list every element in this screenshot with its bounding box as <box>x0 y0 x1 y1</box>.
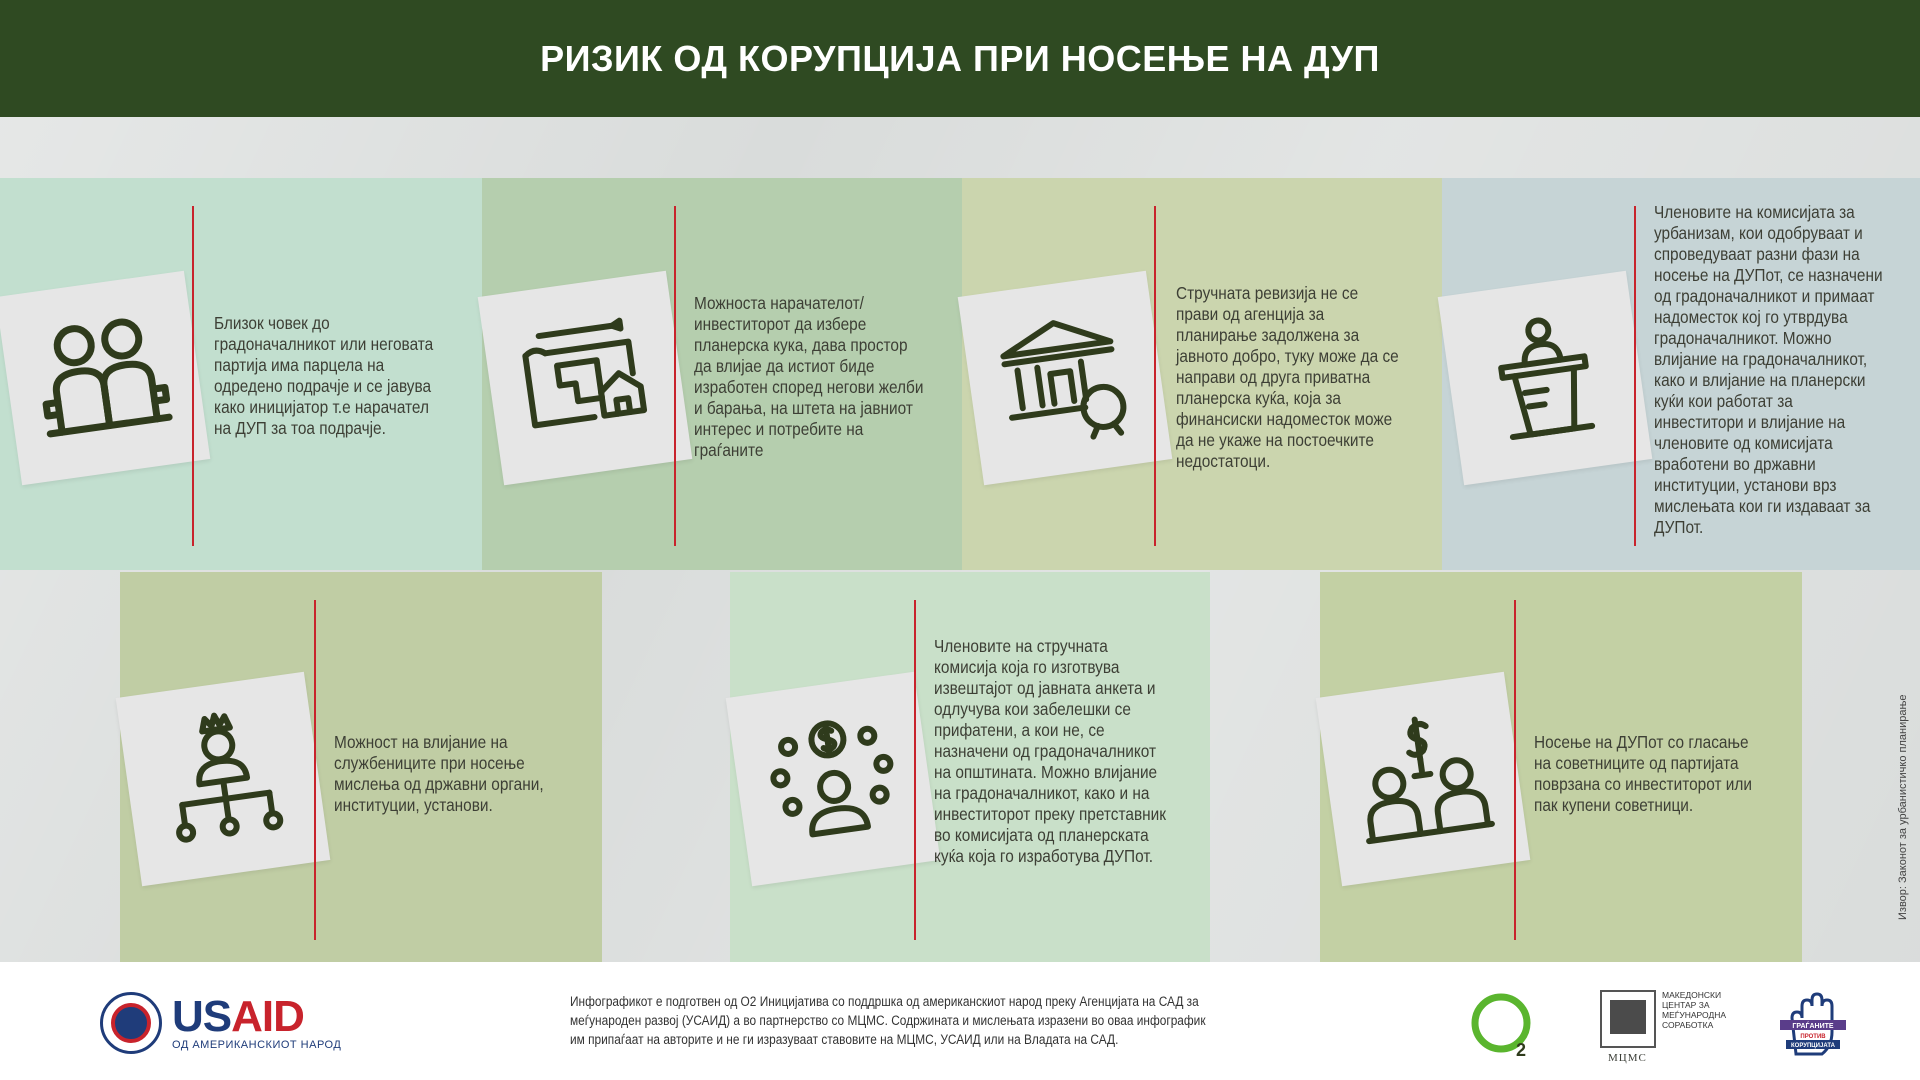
footer <box>0 962 1920 1080</box>
risk-card-4 <box>1442 178 1920 570</box>
podium-speaker-icon <box>1438 271 1653 486</box>
mcms-abbr: МЦМС <box>1608 1052 1647 1064</box>
o2-subscript: 2 <box>1516 1040 1527 1060</box>
card-5-text: Можност на влијание на службениците при носење мислења од државни органи, институции, установи. <box>334 732 544 815</box>
person-money-icon <box>726 672 941 887</box>
usaid-subtitle: ОД АМЕРИКАНСКИОТ НАРОД <box>172 1039 342 1051</box>
hand-text-bot: КОРУПЦИЈАТА <box>1791 1043 1835 1049</box>
citizens-against-corruption-logo <box>1778 984 1848 1063</box>
bribe-handshake-icon <box>1316 672 1531 887</box>
card-6-text: Членовите на стручната комисија која го изготвува извештајот од јавната анкета и одлучува кои забелешки се прифатени, а кои не, се назначени од градоначалникот на општината. Можно влијание на градоначалникот, како и на инвеститорот преку претставник во комисијата од планерската куќа која го изработува ДУПот. <box>934 636 1166 866</box>
o2-logo <box>1468 990 1538 1065</box>
risk-card-6 <box>730 572 1210 962</box>
risk-card-1 <box>0 178 482 570</box>
card-3-text: Стручната ревизија не се прави од агенција за планирање задолжена за јавното добро, туку може да се направи од друга приватна планерска куќа, која за финансиски надоместок може да не укаже на постоечките недостатоци. <box>1176 283 1399 471</box>
card-7-text: Носење на ДУПот со гласање на советниците од партијата поврзана со инвеститорот или пак купени советници. <box>1534 732 1752 815</box>
card-4-text: Членовите на комисијата за урбанизам, кои одобруваат и спроведуваат разни фази на носење на ДУПот, се назначени од градоначалникот и примаат надоместок кој го утврдува градоначалникот. Можно влијание на градоначалникот, како и влијание на планерски куќи кои работат за инвеститори и влијание на членовите од комисијата вработени во државни институции, установи врз мислењата кои ги издаваат за ДУПот. <box>1654 202 1883 537</box>
risk-card-5 <box>120 572 602 962</box>
institution-seal-icon <box>958 271 1173 486</box>
card-2-text: Можноста нарачателот/инвеститорот да избере планерска кука, дава простор да влијае да истиот биде изработен според негови желби и барања, на штета на јавниот интерес и потребите на граѓаните <box>694 293 924 460</box>
source-note: Извор: Законот за урбанистичко планирање <box>1897 694 1909 920</box>
mcms-logo <box>1600 990 1727 1064</box>
king-hierarchy-icon <box>116 672 331 887</box>
footer-disclaimer: Инфографикот е подготвен од О2 Иницијатива со поддршка од американскиот народ преку Агенцијата на САД за меѓународен развој (УСАИД) а во партнерство со МЦМС. Содржината и мислењата изразени во оваа инфографик им припаѓаат на авторите и не ги изразуваат ставовите на МЦМС, УСАИД или на Владата на САД. <box>570 994 1206 1047</box>
risk-card-2 <box>482 178 962 570</box>
house-plan-icon <box>478 271 693 486</box>
mcms-label: МАКЕДОНСКИ ЦЕНТАР ЗА МЕЃУНАРОДНА СОРАБОТКА <box>1662 990 1727 1030</box>
risk-card-7 <box>1320 572 1802 962</box>
hand-text-top: ГРАЃАНИТЕ <box>1792 1023 1834 1030</box>
header-bar <box>0 0 1920 117</box>
hand-text-mid: ПРОТИВ <box>1800 1034 1826 1040</box>
usaid-seal-icon <box>100 992 162 1054</box>
card-1-text: Близок човек до градоначалникот или неговата партија има парцела на одредено подрачје и се јавува како иницијатор т.е нарачател на ДУП за тоа подрачје. <box>214 313 434 438</box>
family-icon <box>0 271 210 486</box>
risk-card-3 <box>962 178 1442 570</box>
usaid-us: US <box>172 992 232 1041</box>
usaid-aid: AID <box>231 992 304 1041</box>
usaid-logo <box>100 992 341 1054</box>
page-title: РИЗИК ОД КОРУПЦИЈА ПРИ НОСЕЊЕ НА ДУП <box>540 37 1380 79</box>
mcms-emblem-icon <box>1600 990 1656 1048</box>
